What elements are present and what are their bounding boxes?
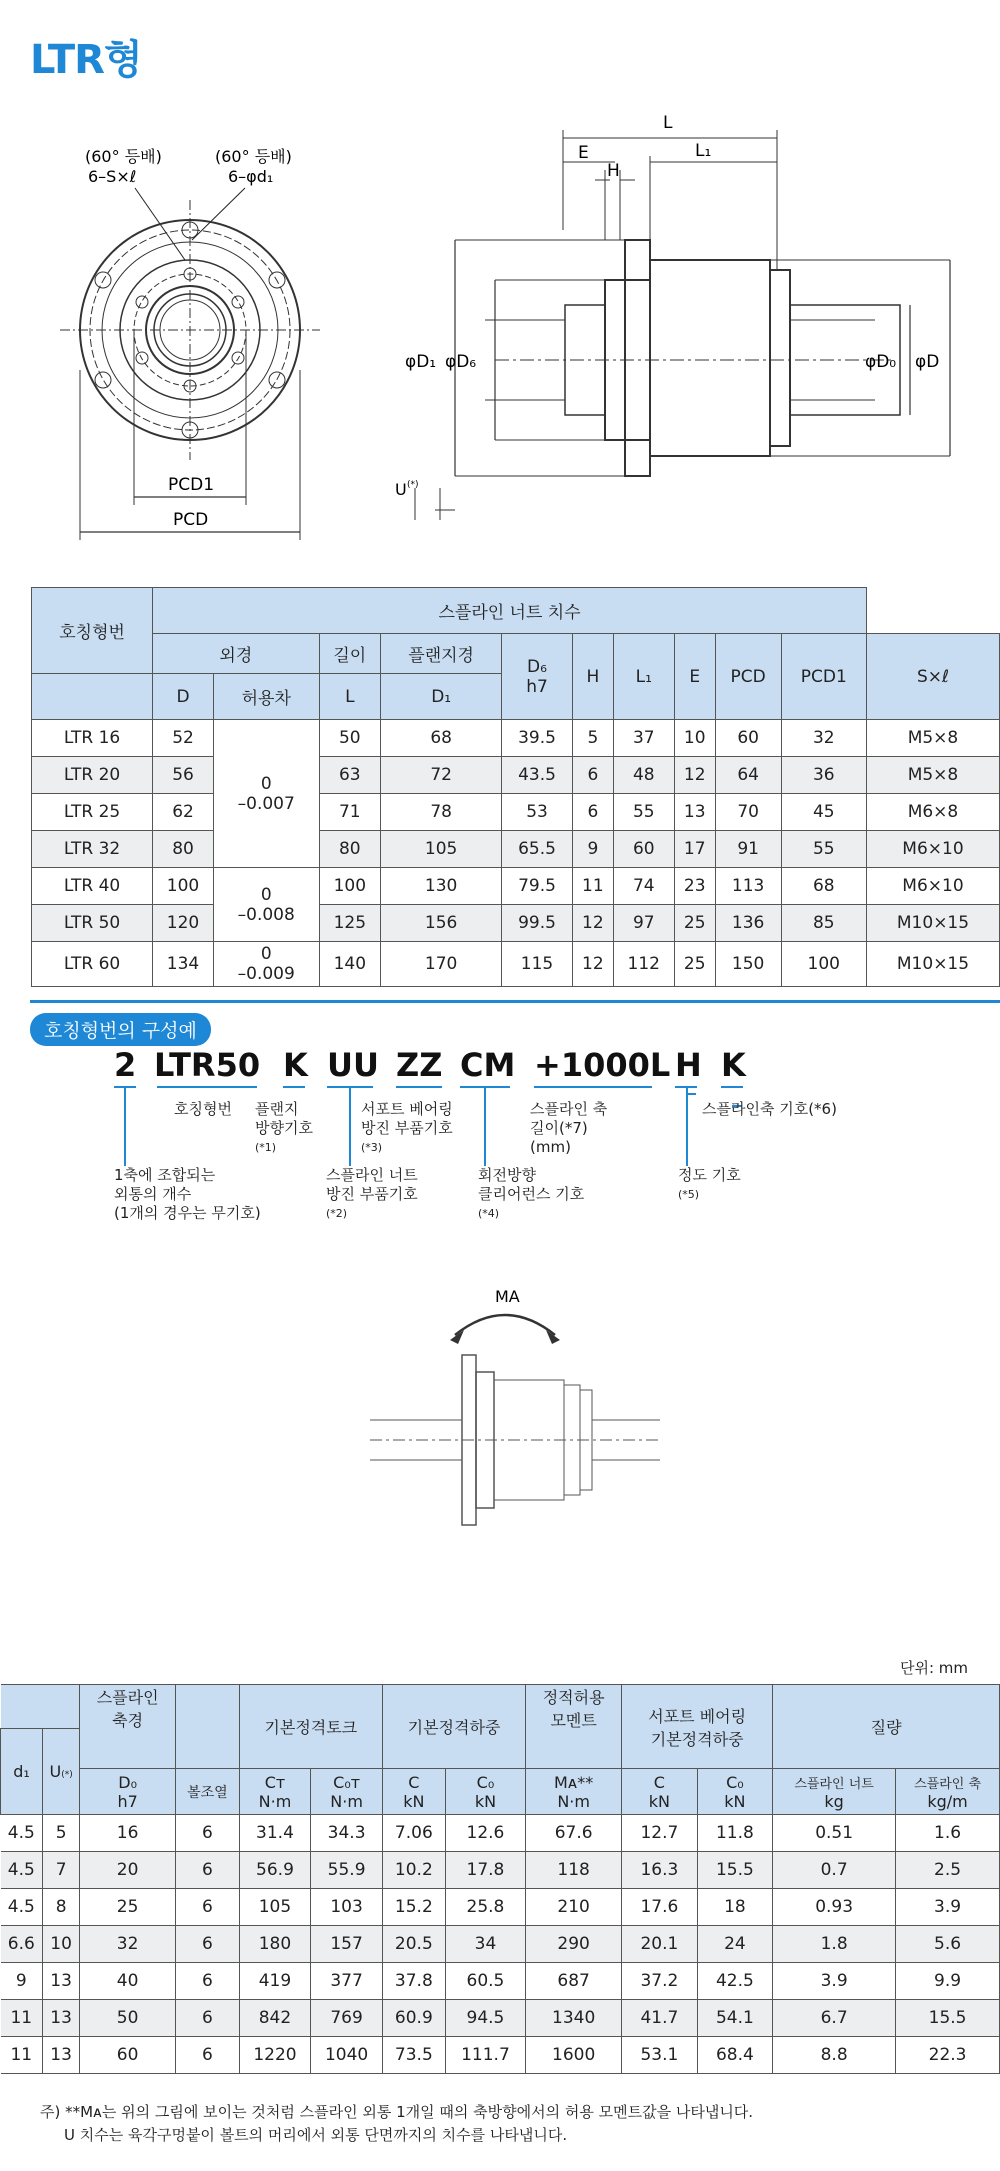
code-part-flange: K — [283, 1046, 308, 1084]
label-nut-seal: 스플라인 너트 방진 부품기호 (*2) — [326, 1166, 418, 1220]
table-cell: 6 — [176, 1889, 240, 1926]
table-cell: 13 — [43, 2037, 80, 2074]
note-2: U 치수는 육각구멍붙이 볼트의 머리에서 외통 단면까지의 치수를 나타냅니다. — [64, 2126, 568, 2144]
table-cell: 53.1 — [622, 2037, 697, 2074]
table-cell: 7 — [43, 1852, 80, 1889]
leader — [349, 1086, 351, 1166]
code-part-clearance: CM — [460, 1046, 516, 1084]
table-row: LTR 60 134 0 –0.009 140 170 115 12 112 25 150 100 M10×15 — [32, 942, 1000, 987]
table-cell: 0.93 — [773, 1889, 896, 1926]
table-cell: 15.5 — [896, 2000, 1000, 2037]
table-row — [1, 2000, 1000, 2037]
table-cell: 1040 — [311, 2037, 383, 2074]
col-name: 호칭형번 — [32, 588, 153, 674]
config-pill: 호칭형번의 구성예 — [30, 1013, 211, 1046]
length-header: 길이 — [319, 634, 381, 674]
table-cell: 111.7 — [445, 2037, 525, 2074]
table-cell: 50 — [80, 2000, 176, 2037]
table-row: LTR 40 100 0 –0.008 100 130 79.5 11 74 23 113 68 M6×10 — [32, 868, 1000, 905]
dim-U-note: (*) — [407, 480, 419, 490]
group-header: 스플라인 너트 치수 — [153, 588, 867, 634]
underline — [721, 1086, 743, 1088]
label-accuracy: 정도 기호 (*5) — [678, 1166, 741, 1201]
table-row — [1, 1926, 1000, 1963]
table-cell: 25.8 — [445, 1889, 525, 1926]
moment-label: MA — [495, 1287, 520, 1306]
table-cell: 16.3 — [622, 1852, 697, 1889]
underline — [157, 1086, 257, 1088]
table-cell: 20 — [80, 1852, 176, 1889]
table-cell: 1600 — [526, 2037, 622, 2074]
code-part-accuracy: H — [675, 1046, 702, 1084]
table-cell: 0.7 — [773, 1852, 896, 1889]
table-cell: 7.06 — [382, 1815, 445, 1852]
label-support-seal: 서포트 베어링 방진 부품기호 (*3) — [361, 1100, 453, 1154]
code-part-length: +1000L — [534, 1046, 671, 1084]
leader — [686, 1086, 688, 1166]
table-cell: 6 — [176, 1852, 240, 1889]
table-row: LTR 50 120 125 156 99.5 12 97 25 136 85 M10×15 — [32, 905, 1000, 942]
callout-left-2: 6–S×ℓ — [88, 167, 137, 186]
rating-table: 스플라인 축경 기본정격토크 기본정격하중 정적허용 모멘트 서포트 베어링 기본정격하중 질량 d₁ U(*) D₀ h7 볼조열 Cт N·m C₀т N·m C kN C₀ kN Mᴀ** N·m C kN C₀ kN 스플라인 너트 kg 스플라인 축 kg/m 4.5 5 16 6 31.4 34.3 7.06 12.6 67.6 12.7 11.8 0.51 1.6 4.5 7 20 6 56.9 55.9 10.2 17.8 118 16.3 15.5 0.7 2.5 4.5 8 25 6 105 103 15.2 25.8 210 17.6 18 0.93 3.9 6.6 10 32 6 180 157 20.5 34 290 20.1 24 1.8 5.6 9 13 40 6 419 377 37.8 60.5 687 37.2 42.5 3.9 9.9 11 13 50 6 842 769 60.9 94.5 1340 41.7 54.1 6.7 15.5 11 13 60 6 1220 1040 73.5 111.7 1600 53.1 68.4 8.8 22.3 — [0, 1684, 1000, 2074]
table-row: LTR 25 62 71 78 53 6 55 13 70 45 M6×8 — [32, 794, 1000, 831]
table-cell: 22.3 — [896, 2037, 1000, 2074]
table-cell: 20.1 — [622, 1926, 697, 1963]
table-cell: 16 — [80, 1815, 176, 1852]
table-cell: 419 — [239, 1963, 311, 2000]
underline — [534, 1086, 652, 1088]
table-cell: 60.9 — [382, 2000, 445, 2037]
table-cell: 5 — [43, 1815, 80, 1852]
table-cell: 6 — [176, 2000, 240, 2037]
table-cell: 24 — [697, 1926, 773, 1963]
underline — [283, 1086, 305, 1088]
table-cell: 6 — [176, 2037, 240, 2074]
dim-L1: L₁ — [695, 141, 712, 161]
h-header: H — [572, 634, 613, 720]
table-cell: 9.9 — [896, 1963, 1000, 2000]
table-cell: 6 — [176, 1815, 240, 1852]
table-cell: 60 — [80, 2037, 176, 2074]
l1-header: L₁ — [613, 634, 674, 720]
code-part-model: LTR50 — [154, 1046, 261, 1084]
code-part-count: 2 — [114, 1046, 137, 1084]
divider — [30, 1000, 1000, 1003]
pcd-label: PCD — [173, 510, 209, 530]
table-row: LTR 20 56 63 72 43.5 6 48 12 64 36 M5×8 — [32, 757, 1000, 794]
table-cell: 10.2 — [382, 1852, 445, 1889]
s-header: S×ℓ — [866, 634, 999, 720]
table-cell: 13 — [43, 2000, 80, 2037]
table-cell: 6 — [176, 1963, 240, 2000]
table-row: LTR 16 52 0 –0.007 50 68 39.5 5 37 10 60 32 M5×8 — [32, 720, 1000, 757]
dim-D1: φD₁ — [405, 352, 437, 372]
table-cell: 11.8 — [697, 1815, 773, 1852]
side-view-drawing — [395, 110, 965, 530]
table-cell: 687 — [526, 1963, 622, 2000]
pcd1-header: PCD1 — [781, 634, 866, 720]
d-header: D — [153, 674, 214, 720]
pcd1-label: PCD1 — [168, 475, 215, 495]
moment-drawing — [370, 1280, 660, 1550]
table-cell: 8.8 — [773, 2037, 896, 2074]
table-row — [1, 1889, 1000, 1926]
table-cell: 5.6 — [896, 1926, 1000, 1963]
table-cell: 3.9 — [896, 1889, 1000, 1926]
dim-D: φD — [915, 352, 940, 372]
dim-D6: φD₆ — [445, 352, 477, 372]
table-cell: 1.6 — [896, 1815, 1000, 1852]
dim-U: U — [395, 480, 407, 499]
code-part-shaft: K — [721, 1046, 746, 1084]
table-cell: 118 — [526, 1852, 622, 1889]
table-cell: 18 — [697, 1889, 773, 1926]
unit-label: 단위: mm — [900, 1659, 969, 1677]
table-cell: 17.6 — [622, 1889, 697, 1926]
table-cell: 54.1 — [697, 2000, 773, 2037]
table-cell: 210 — [526, 1889, 622, 1926]
d1-header: D₁ — [381, 674, 502, 720]
table-cell: 94.5 — [445, 2000, 525, 2037]
e-header: E — [674, 634, 715, 720]
table-cell: 11 — [1, 2037, 43, 2074]
flange-header: 플랜지경 — [381, 634, 502, 674]
dim-D0: φD₀ — [865, 352, 897, 372]
tolerance-header: 허용차 — [213, 674, 319, 720]
table-cell: 56.9 — [239, 1852, 311, 1889]
table-row — [1, 1963, 1000, 2000]
table-cell: 34 — [445, 1926, 525, 1963]
table-cell: 17.8 — [445, 1852, 525, 1889]
dim-E: E — [578, 143, 589, 163]
table-cell: 12.7 — [622, 1815, 697, 1852]
table-cell: 31.4 — [239, 1815, 311, 1852]
table-cell: 20.5 — [382, 1926, 445, 1963]
table-cell: 32 — [80, 1926, 176, 1963]
d6-header: D₆ — [527, 656, 547, 677]
dim-L: L — [663, 113, 673, 133]
label-rotation: 회전방향 클리어런스 기호 (*4) — [478, 1166, 585, 1220]
table-cell: 12.6 — [445, 1815, 525, 1852]
leader — [124, 1086, 126, 1166]
underline — [396, 1086, 442, 1088]
callout-left-1: (60° 등배) — [85, 147, 162, 166]
table-cell: 769 — [311, 2000, 383, 2037]
table-cell: 1220 — [239, 2037, 311, 2074]
label-count: 1축에 조합되는 외통의 개수 (1개의 경우는 무기호) — [114, 1166, 261, 1222]
table-cell: 11 — [1, 2000, 43, 2037]
table-cell: 3.9 — [773, 1963, 896, 2000]
page-title: LTR형 — [30, 37, 142, 83]
table-cell: 40 — [80, 1963, 176, 2000]
table-cell: 377 — [311, 1963, 383, 2000]
label-flange: 플랜지 방향기호 (*1) — [255, 1100, 313, 1154]
table-cell: 103 — [311, 1889, 383, 1926]
table-cell: 4.5 — [1, 1852, 43, 1889]
table-cell: 1340 — [526, 2000, 622, 2037]
table-cell: 4.5 — [1, 1815, 43, 1852]
table-cell: 0.51 — [773, 1815, 896, 1852]
outer-header: 외경 — [153, 634, 319, 674]
table-row — [1, 1815, 1000, 1852]
d6-h7: h7 — [526, 676, 548, 697]
table-cell: 60.5 — [445, 1963, 525, 2000]
table-cell: 157 — [311, 1926, 383, 1963]
code-part-support-seal: ZZ — [396, 1046, 443, 1084]
l-header: L — [319, 674, 381, 720]
table-cell: 55.9 — [311, 1852, 383, 1889]
table-cell: 2.5 — [896, 1852, 1000, 1889]
table-cell: 842 — [239, 2000, 311, 2037]
table-cell: 37.8 — [382, 1963, 445, 2000]
table-row — [1, 1852, 1000, 1889]
callout-right-1: (60° 등배) — [215, 147, 292, 166]
table-cell: 1.8 — [773, 1926, 896, 1963]
table-cell: 6.7 — [773, 2000, 896, 2037]
table-cell: 6 — [176, 1926, 240, 1963]
label-model: 호칭형번 — [174, 1100, 232, 1118]
note-1: 주) **Mᴀ는 위의 그림에 보이는 것처럼 스플라인 외통 1개일 때의 축방향에서의 허용 모멘트값을 나타냅니다. — [40, 2103, 754, 2121]
table-cell: 41.7 — [622, 2000, 697, 2037]
table-cell: 73.5 — [382, 2037, 445, 2074]
leader — [484, 1086, 486, 1166]
nut-dimension-table — [31, 587, 1000, 987]
front-view-drawing — [40, 140, 340, 540]
leader-h — [686, 1093, 696, 1095]
table-cell: 290 — [526, 1926, 622, 1963]
table-row — [1, 2037, 1000, 2074]
table-cell: 42.5 — [697, 1963, 773, 2000]
table-cell: 34.3 — [311, 1815, 383, 1852]
pcd-header: PCD — [715, 634, 781, 720]
callout-right-2: 6–φd₁ — [228, 167, 274, 186]
table-cell: 8 — [43, 1889, 80, 1926]
table-cell: 68.4 — [697, 2037, 773, 2074]
table-cell: 105 — [239, 1889, 311, 1926]
label-length: 스플라인 축 길이(*7) (mm) — [530, 1100, 608, 1156]
table-cell: 37.2 — [622, 1963, 697, 2000]
table-row: LTR 32 80 80 105 65.5 9 60 17 91 55 M6×10 — [32, 831, 1000, 868]
table-cell: 13 — [43, 1963, 80, 2000]
table-cell: 67.6 — [526, 1815, 622, 1852]
table-cell: 9 — [1, 1963, 43, 2000]
table-cell: 15.5 — [697, 1852, 773, 1889]
table-cell: 180 — [239, 1926, 311, 1963]
table-cell: 10 — [43, 1926, 80, 1963]
table-cell: 25 — [80, 1889, 176, 1926]
table-cell: 15.2 — [382, 1889, 445, 1926]
table-cell: 6.6 — [1, 1926, 43, 1963]
table-cell: 4.5 — [1, 1889, 43, 1926]
code-part-nut-seal: UU — [327, 1046, 379, 1084]
dim-H: H — [607, 161, 620, 181]
label-shaft: 스플라인축 기호(*6) — [702, 1100, 837, 1118]
